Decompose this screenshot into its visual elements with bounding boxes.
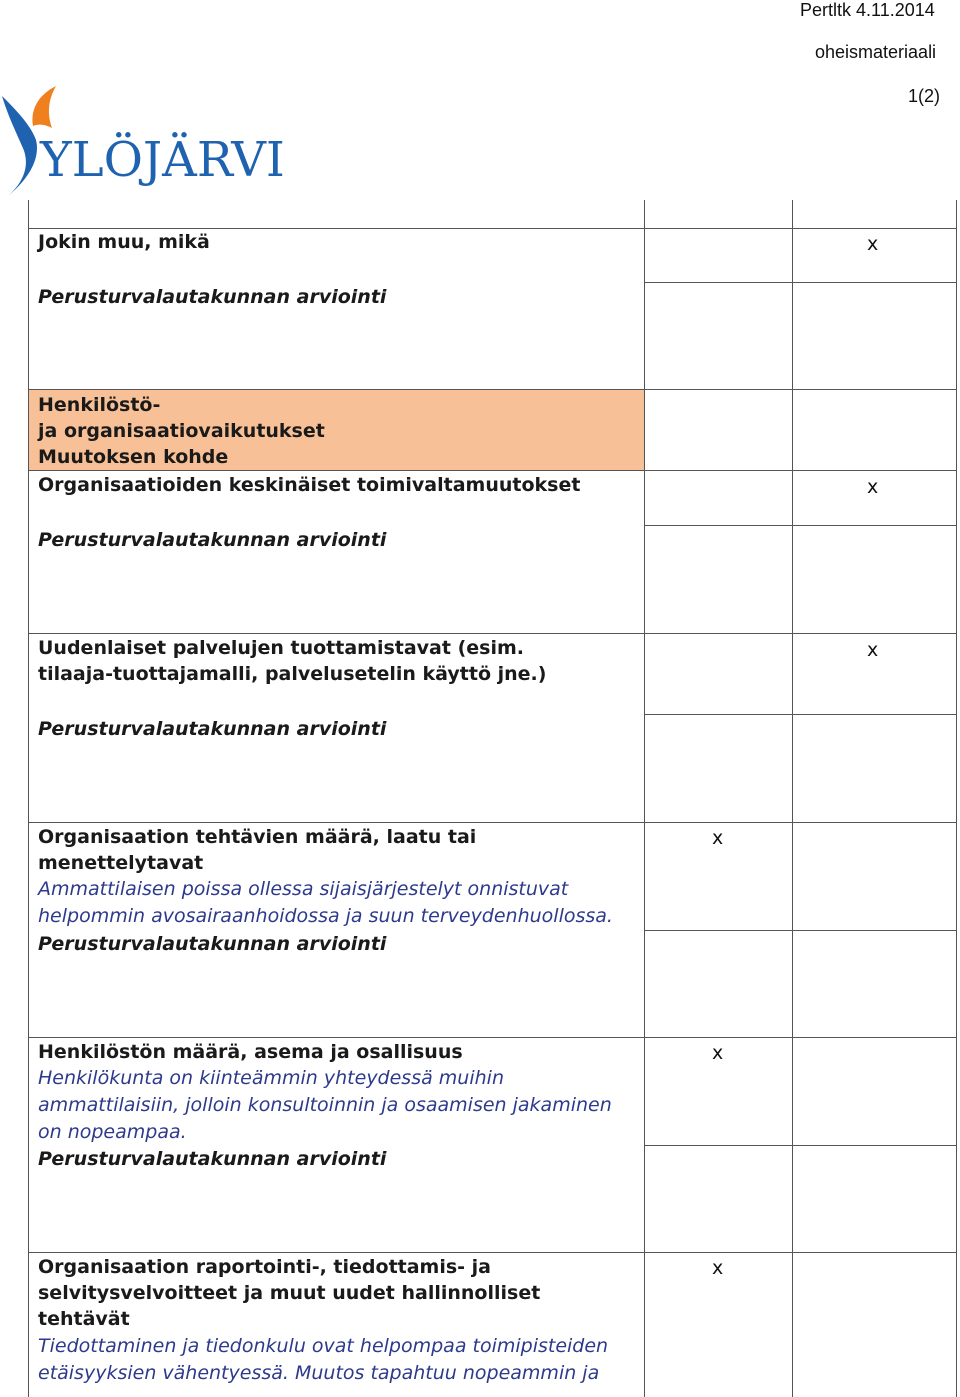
assessment-label: Perusturvalautakunnan arviointi [38, 933, 387, 955]
row-note-line1: Tiedottaminen ja tiedonkulu ovat helpompaa toimipisteiden [38, 1335, 609, 1357]
row-title: Organisaatioiden keskinäiset toimivaltamuutokset [38, 474, 581, 496]
assessment-label: Perusturvalautakunnan arviointi [38, 718, 387, 740]
page-number: 1(2) [908, 86, 941, 106]
assessment-label: Perusturvalautakunnan arviointi [38, 1148, 387, 1170]
row-mark: x [712, 1042, 724, 1064]
row-title-line1: Uudenlaiset palvelujen tuottamistavat (esim. [38, 637, 524, 659]
row-mark: x [712, 827, 724, 849]
ylojarvi-logo [0, 84, 300, 204]
row-note-line3: on nopeampaa. [38, 1121, 187, 1143]
attachment-label: oheismateriaali [815, 42, 937, 62]
logo-text: YLÖJÄRVI [40, 132, 285, 188]
logo-flame-blue-icon [2, 96, 37, 196]
row-title-line2: selvitysvelvoitteet ja muut uudet hallinnolliset [38, 1282, 541, 1304]
meeting-date: Pertltk 4.11.2014 [800, 0, 935, 20]
row-title: Jokin muu, mikä [38, 231, 210, 253]
row-note-line1: Henkilökunta on kiinteämmin yhteydessä muihin [38, 1067, 504, 1089]
row-mark: x [867, 233, 879, 255]
row-note-line2: etäisyyksien vähentyessä. Muutos tapahtuu nopeammin ja [38, 1362, 600, 1384]
row-mark: x [867, 639, 879, 661]
section-title-line1: Henkilöstö- [38, 394, 161, 416]
section-subtitle: Muutoksen kohde [38, 446, 229, 468]
assessment-label: Perusturvalautakunnan arviointi [38, 286, 387, 308]
row-mark: x [712, 1257, 724, 1279]
row-mark: x [867, 476, 879, 498]
row-title-line2: tilaaja-tuottajamalli, palvelusetelin käyttö jne.) [38, 663, 547, 685]
row-title-line2: menettelytavat [38, 852, 204, 874]
row-note-line2: ammattilaisiin, jolloin konsultoinnin ja osaamisen jakaminen [38, 1094, 612, 1116]
row-note-line2: helpommin avosairaanhoidossa ja suun terveydenhuollossa. [38, 905, 613, 927]
section-title-line2: ja organisaatiovaikutukset [38, 420, 325, 442]
logo-flame-orange-icon [32, 86, 56, 128]
row-title-line1: Organisaation tehtävien määrä, laatu tai [38, 826, 477, 848]
row-note-line1: Ammattilaisen poissa ollessa sijaisjärjestelyt onnistuvat [38, 878, 569, 900]
row-title: Henkilöstön määrä, asema ja osallisuus [38, 1041, 463, 1063]
row-title-line1: Organisaation raportointi-, tiedottamis- ja [38, 1256, 492, 1278]
assessment-label: Perusturvalautakunnan arviointi [38, 529, 387, 551]
row-title-line3: tehtävät [38, 1308, 130, 1330]
